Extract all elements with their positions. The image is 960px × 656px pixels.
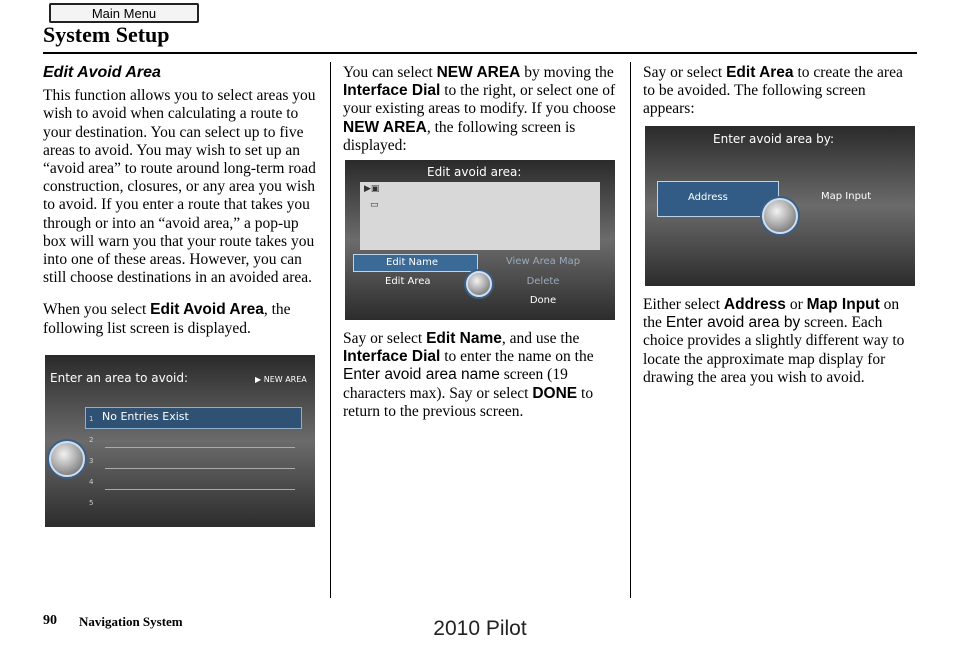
enter-avoid-area-by-screen [645, 126, 915, 286]
column-3-lower [643, 296, 921, 401]
watermark: 2010 Pilot [433, 617, 527, 640]
view-area-map-button[interactable]: View Area Map [505, 256, 581, 267]
page-number: 90 [43, 613, 57, 628]
screen-title: Enter an area to avoid: [50, 371, 189, 385]
list-screen-paragraph: When you select Edit Avoid Area, the following list screen is displayed. [43, 301, 291, 337]
name-field-icon: ▶▣ [364, 184, 380, 194]
area-field-icon: ▭ [370, 200, 379, 210]
interface-dial-icon [466, 271, 492, 297]
list-line [105, 489, 295, 490]
screen-title: Edit avoid area: [427, 165, 522, 179]
new-area-option[interactable]: ▶ NEW AREA [255, 375, 307, 384]
column-divider-left [330, 62, 331, 598]
area-panel [360, 182, 600, 250]
edit-name-paragraph: Say or select Edit Name, and use the Interface Dial to enter the name on the Enter avoid area name screen (19 characters max). Say or select DONE to return to the previous screen. [343, 330, 594, 420]
address-map-paragraph: Either select Address or Map Input on the Enter avoid area by screen. Each choice provides a slightly different way to locate the approximate map display for drawing the area you wish to avoid. [643, 296, 905, 386]
column-divider-right [630, 62, 631, 598]
edit-area-paragraph: Say or select Edit Area to create the area to be avoided. The following screen appears: [643, 64, 903, 118]
screen-title: Enter avoid area by: [713, 132, 835, 146]
list-item-1[interactable]: No Entries Exist [85, 407, 302, 429]
intro-paragraph: This function allows you to select areas you wish to avoid when calculating a route to your destination. You can select up to five areas to avoid. You may wish to set up an “avoid area” to route around long-term road construction, closures, or any area you wish to avoid. If you enter a route that takes you through or into an “avoid area,” a pop-up box will warn you that your route takes you into one of these areas. However, you can still choose destinations in an avoided area. [43, 87, 316, 287]
column-2-lower [343, 330, 621, 435]
avoid-list-screen [45, 355, 315, 527]
main-menu-button[interactable]: Main Menu [49, 3, 199, 23]
section-heading: Edit Avoid Area [43, 64, 161, 81]
new-area-paragraph: You can select NEW AREA by moving the Interface Dial to the right, or select one of your existing areas to modify. If you choose NEW AREA, the following screen is displayed: [343, 64, 616, 154]
column-3 [643, 64, 918, 133]
title-rule [43, 52, 917, 54]
address-button[interactable]: Address [657, 181, 779, 217]
edit-name-button[interactable]: Edit Name [353, 254, 478, 272]
map-input-button[interactable]: Map Input [821, 191, 872, 202]
delete-button[interactable]: Delete [526, 276, 560, 287]
column-2 [343, 64, 618, 169]
edit-avoid-area-term: Edit Avoid Area [150, 301, 264, 319]
footer-system-name: Navigation System [79, 614, 183, 629]
done-button[interactable]: Done [529, 295, 557, 306]
list-line [105, 468, 295, 469]
edit-avoid-area-screen [345, 160, 615, 320]
edit-area-button[interactable]: Edit Area [385, 276, 431, 287]
list-line [105, 447, 295, 448]
row-numbers: 1 2 3 4 5 [89, 415, 94, 507]
page-title: System Setup [43, 22, 170, 47]
interface-dial-icon [762, 198, 798, 234]
interface-dial-icon [49, 441, 85, 477]
column-1 [43, 64, 318, 352]
arrow-right-icon: ▶ [255, 375, 262, 384]
